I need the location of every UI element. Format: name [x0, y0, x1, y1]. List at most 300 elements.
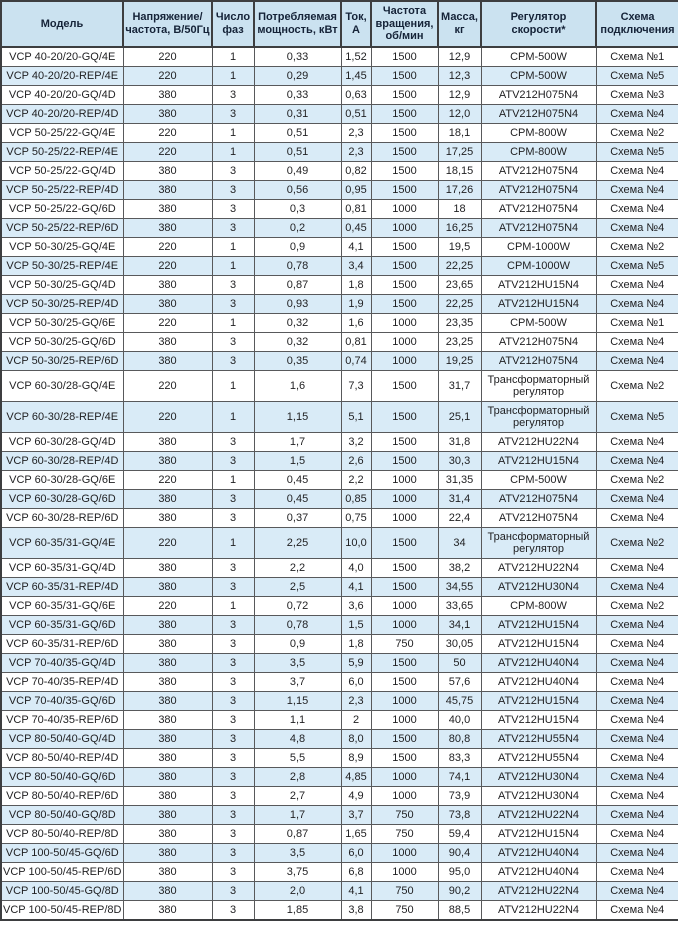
cell-power: 1,15 — [254, 691, 341, 710]
cell-phases: 3 — [212, 161, 254, 180]
cell-regulator: CPM-1000W — [481, 237, 596, 256]
cell-regulator: CPM-800W — [481, 123, 596, 142]
table-row — [1, 123, 678, 142]
table-row — [1, 275, 678, 294]
cell-current: 0,85 — [341, 489, 371, 508]
cell-power: 0,78 — [254, 256, 341, 275]
cell-voltage: 380 — [123, 218, 212, 237]
cell-regulator: ATV212HU30N4 — [481, 767, 596, 786]
cell-voltage: 220 — [123, 66, 212, 85]
cell-current: 0,81 — [341, 332, 371, 351]
cell-regulator: Трансформаторный регулятор — [481, 401, 596, 432]
cell-current: 4,1 — [341, 237, 371, 256]
cell-regulator: ATV212HU22N4 — [481, 805, 596, 824]
cell-regulator: ATV212H075N4 — [481, 489, 596, 508]
cell-rpm: 1000 — [371, 351, 438, 370]
cell-voltage: 220 — [123, 370, 212, 401]
cell-scheme: Схема №4 — [596, 653, 678, 672]
cell-rpm: 1000 — [371, 218, 438, 237]
cell-scheme: Схема №2 — [596, 370, 678, 401]
cell-current: 2,6 — [341, 451, 371, 470]
cell-power: 3,7 — [254, 672, 341, 691]
cell-power: 1,7 — [254, 805, 341, 824]
cell-current: 6,0 — [341, 843, 371, 862]
cell-current: 0,45 — [341, 218, 371, 237]
cell-mass: 22,25 — [438, 294, 481, 313]
cell-voltage: 220 — [123, 313, 212, 332]
cell-scheme: Схема №1 — [596, 47, 678, 67]
cell-power: 3,75 — [254, 862, 341, 881]
cell-model: VCP 70-40/35-GQ/6D — [1, 691, 123, 710]
table-row — [1, 786, 678, 805]
cell-current: 4,1 — [341, 881, 371, 900]
cell-mass: 22,4 — [438, 508, 481, 527]
cell-current: 3,8 — [341, 900, 371, 920]
cell-scheme: Схема №4 — [596, 729, 678, 748]
cell-phases: 3 — [212, 862, 254, 881]
cell-mass: 50 — [438, 653, 481, 672]
cell-current: 2,2 — [341, 470, 371, 489]
cell-current: 10,0 — [341, 527, 371, 558]
cell-rpm: 750 — [371, 900, 438, 920]
cell-regulator: ATV212HU55N4 — [481, 748, 596, 767]
table-header — [1, 1, 678, 47]
cell-power: 1,5 — [254, 451, 341, 470]
cell-model: VCP 50-25/22-REP/6D — [1, 218, 123, 237]
cell-rpm: 1500 — [371, 401, 438, 432]
cell-power: 0,33 — [254, 85, 341, 104]
table-row — [1, 332, 678, 351]
cell-scheme: Схема №4 — [596, 218, 678, 237]
cell-phases: 1 — [212, 527, 254, 558]
cell-mass: 30,05 — [438, 634, 481, 653]
cell-phases: 1 — [212, 47, 254, 67]
cell-mass: 34,1 — [438, 615, 481, 634]
cell-mass: 31,35 — [438, 470, 481, 489]
cell-mass: 57,6 — [438, 672, 481, 691]
table-row — [1, 672, 678, 691]
cell-current: 0,95 — [341, 180, 371, 199]
cell-current: 1,52 — [341, 47, 371, 67]
cell-regulator: CPM-500W — [481, 47, 596, 67]
cell-rpm: 1000 — [371, 710, 438, 729]
cell-regulator: ATV212HU22N4 — [481, 900, 596, 920]
cell-regulator: ATV212HU22N4 — [481, 558, 596, 577]
cell-mass: 73,9 — [438, 786, 481, 805]
cell-power: 0,31 — [254, 104, 341, 123]
cell-phases: 3 — [212, 180, 254, 199]
cell-regulator: ATV212HU55N4 — [481, 729, 596, 748]
cell-phases: 3 — [212, 710, 254, 729]
cell-model: VCP 50-30/25-GQ/4D — [1, 275, 123, 294]
cell-phases: 3 — [212, 691, 254, 710]
header-row — [1, 1, 678, 47]
cell-voltage: 380 — [123, 432, 212, 451]
table-row — [1, 401, 678, 432]
cell-scheme: Схема №5 — [596, 401, 678, 432]
cell-model: VCP 60-30/28-GQ/6D — [1, 489, 123, 508]
cell-voltage: 380 — [123, 180, 212, 199]
cell-regulator: ATV212H075N4 — [481, 199, 596, 218]
cell-power: 2,5 — [254, 577, 341, 596]
cell-voltage: 380 — [123, 881, 212, 900]
cell-power: 0,51 — [254, 123, 341, 142]
cell-power: 0,32 — [254, 313, 341, 332]
cell-regulator: CPM-500W — [481, 470, 596, 489]
cell-scheme: Схема №4 — [596, 332, 678, 351]
cell-power: 2,0 — [254, 881, 341, 900]
cell-model: VCP 40-20/20-GQ/4E — [1, 47, 123, 67]
cell-mass: 45,75 — [438, 691, 481, 710]
cell-scheme: Схема №4 — [596, 786, 678, 805]
cell-regulator: ATV212HU30N4 — [481, 577, 596, 596]
cell-mass: 12,9 — [438, 85, 481, 104]
cell-rpm: 1500 — [371, 123, 438, 142]
cell-phases: 1 — [212, 123, 254, 142]
cell-model: VCP 60-35/31-GQ/6D — [1, 615, 123, 634]
cell-model: VCP 70-40/35-REP/4D — [1, 672, 123, 691]
cell-scheme: Схема №5 — [596, 256, 678, 275]
cell-rpm: 1500 — [371, 85, 438, 104]
cell-scheme: Схема №4 — [596, 489, 678, 508]
cell-power: 4,8 — [254, 729, 341, 748]
cell-voltage: 380 — [123, 748, 212, 767]
cell-power: 1,1 — [254, 710, 341, 729]
table-row — [1, 142, 678, 161]
cell-phases: 1 — [212, 596, 254, 615]
table-row — [1, 508, 678, 527]
cell-model: VCP 70-40/35-REP/6D — [1, 710, 123, 729]
cell-voltage: 380 — [123, 824, 212, 843]
table-row — [1, 85, 678, 104]
cell-phases: 3 — [212, 748, 254, 767]
cell-regulator: ATV212H075N4 — [481, 104, 596, 123]
cell-model: VCP 60-30/28-GQ/4E — [1, 370, 123, 401]
cell-current: 1,8 — [341, 634, 371, 653]
cell-mass: 88,5 — [438, 900, 481, 920]
table-row — [1, 710, 678, 729]
cell-phases: 3 — [212, 104, 254, 123]
table-row — [1, 634, 678, 653]
cell-scheme: Схема №4 — [596, 104, 678, 123]
cell-current: 3,2 — [341, 432, 371, 451]
cell-model: VCP 60-35/31-REP/6D — [1, 634, 123, 653]
table-row — [1, 881, 678, 900]
cell-model: VCP 60-35/31-REP/4D — [1, 577, 123, 596]
table-row — [1, 805, 678, 824]
cell-voltage: 220 — [123, 123, 212, 142]
cell-rpm: 1500 — [371, 142, 438, 161]
table-row — [1, 470, 678, 489]
cell-model: VCP 60-35/31-GQ/4D — [1, 558, 123, 577]
cell-phases: 3 — [212, 653, 254, 672]
table-row — [1, 748, 678, 767]
cell-power: 0,87 — [254, 824, 341, 843]
cell-current: 0,75 — [341, 508, 371, 527]
cell-rpm: 1500 — [371, 275, 438, 294]
cell-current: 0,63 — [341, 85, 371, 104]
cell-rpm: 1000 — [371, 313, 438, 332]
cell-mass: 18 — [438, 199, 481, 218]
cell-mass: 19,25 — [438, 351, 481, 370]
cell-rpm: 1000 — [371, 862, 438, 881]
cell-regulator: ATV212HU40N4 — [481, 653, 596, 672]
cell-rpm: 1500 — [371, 451, 438, 470]
table-row — [1, 843, 678, 862]
cell-model: VCP 50-30/25-GQ/4E — [1, 237, 123, 256]
cell-power: 5,5 — [254, 748, 341, 767]
cell-regulator: ATV212HU22N4 — [481, 432, 596, 451]
cell-model: VCP 80-50/40-GQ/4D — [1, 729, 123, 748]
cell-voltage: 380 — [123, 332, 212, 351]
cell-scheme: Схема №4 — [596, 691, 678, 710]
cell-regulator: ATV212HU15N4 — [481, 824, 596, 843]
table-row — [1, 451, 678, 470]
cell-voltage: 380 — [123, 615, 212, 634]
cell-regulator: ATV212HU15N4 — [481, 275, 596, 294]
cell-rpm: 1000 — [371, 199, 438, 218]
cell-phases: 1 — [212, 256, 254, 275]
cell-mass: 38,2 — [438, 558, 481, 577]
cell-phases: 1 — [212, 401, 254, 432]
table-row — [1, 237, 678, 256]
cell-regulator: ATV212H075N4 — [481, 218, 596, 237]
cell-voltage: 380 — [123, 710, 212, 729]
cell-scheme: Схема №2 — [596, 123, 678, 142]
cell-rpm: 1500 — [371, 577, 438, 596]
cell-regulator: ATV212H075N4 — [481, 332, 596, 351]
cell-regulator: ATV212H075N4 — [481, 508, 596, 527]
cell-phases: 3 — [212, 900, 254, 920]
cell-current: 1,65 — [341, 824, 371, 843]
cell-regulator: ATV212HU15N4 — [481, 691, 596, 710]
cell-voltage: 380 — [123, 653, 212, 672]
cell-power: 2,25 — [254, 527, 341, 558]
cell-model: VCP 50-30/25-REP/4E — [1, 256, 123, 275]
cell-power: 0,93 — [254, 294, 341, 313]
cell-power: 0,49 — [254, 161, 341, 180]
cell-scheme: Схема №4 — [596, 451, 678, 470]
cell-current: 0,51 — [341, 104, 371, 123]
cell-current: 0,81 — [341, 199, 371, 218]
cell-phases: 3 — [212, 218, 254, 237]
cell-voltage: 380 — [123, 294, 212, 313]
table-row — [1, 199, 678, 218]
cell-phases: 3 — [212, 843, 254, 862]
cell-scheme: Схема №4 — [596, 432, 678, 451]
cell-phases: 3 — [212, 489, 254, 508]
cell-model: VCP 100-50/45-REP/8D — [1, 900, 123, 920]
table-row — [1, 596, 678, 615]
cell-phases: 3 — [212, 275, 254, 294]
cell-scheme: Схема №4 — [596, 508, 678, 527]
cell-voltage: 220 — [123, 237, 212, 256]
cell-power: 0,29 — [254, 66, 341, 85]
cell-power: 0,72 — [254, 596, 341, 615]
column-header-rpm: Частота вращения, об/мин — [371, 1, 438, 47]
cell-scheme: Схема №3 — [596, 85, 678, 104]
cell-model: VCP 60-30/28-GQ/6E — [1, 470, 123, 489]
cell-current: 4,0 — [341, 558, 371, 577]
cell-rpm: 750 — [371, 824, 438, 843]
cell-rpm: 1500 — [371, 558, 438, 577]
cell-power: 0,45 — [254, 489, 341, 508]
table-body — [1, 47, 678, 920]
column-header-voltage: Напряжение/ частота, В/50Гц — [123, 1, 212, 47]
cell-phases: 3 — [212, 786, 254, 805]
cell-phases: 3 — [212, 634, 254, 653]
cell-voltage: 380 — [123, 862, 212, 881]
table-row — [1, 558, 678, 577]
cell-phases: 1 — [212, 313, 254, 332]
cell-regulator: ATV212H075N4 — [481, 351, 596, 370]
cell-rpm: 1000 — [371, 332, 438, 351]
cell-mass: 31,8 — [438, 432, 481, 451]
cell-voltage: 380 — [123, 672, 212, 691]
table-row — [1, 691, 678, 710]
cell-rpm: 1500 — [371, 653, 438, 672]
cell-phases: 1 — [212, 66, 254, 85]
cell-regulator: Трансформаторный регулятор — [481, 527, 596, 558]
cell-mass: 95,0 — [438, 862, 481, 881]
cell-phases: 1 — [212, 370, 254, 401]
cell-phases: 3 — [212, 199, 254, 218]
cell-voltage: 380 — [123, 577, 212, 596]
cell-mass: 23,35 — [438, 313, 481, 332]
cell-current: 7,3 — [341, 370, 371, 401]
cell-regulator: ATV212HU40N4 — [481, 672, 596, 691]
cell-scheme: Схема №4 — [596, 824, 678, 843]
cell-current: 1,5 — [341, 615, 371, 634]
cell-rpm: 1500 — [371, 161, 438, 180]
cell-voltage: 380 — [123, 805, 212, 824]
cell-power: 2,8 — [254, 767, 341, 786]
cell-rpm: 1500 — [371, 729, 438, 748]
table-row — [1, 294, 678, 313]
cell-power: 2,7 — [254, 786, 341, 805]
cell-rpm: 1500 — [371, 256, 438, 275]
cell-scheme: Схема №4 — [596, 275, 678, 294]
cell-scheme: Схема №4 — [596, 161, 678, 180]
table-row — [1, 218, 678, 237]
cell-phases: 3 — [212, 729, 254, 748]
cell-regulator: CPM-500W — [481, 66, 596, 85]
cell-regulator: CPM-500W — [481, 313, 596, 332]
table-row — [1, 577, 678, 596]
cell-power: 1,6 — [254, 370, 341, 401]
cell-voltage: 380 — [123, 489, 212, 508]
cell-mass: 23,65 — [438, 275, 481, 294]
cell-mass: 31,4 — [438, 489, 481, 508]
cell-model: VCP 50-25/22-GQ/6D — [1, 199, 123, 218]
cell-voltage: 380 — [123, 843, 212, 862]
cell-phases: 3 — [212, 672, 254, 691]
cell-power: 0,56 — [254, 180, 341, 199]
cell-regulator: ATV212HU22N4 — [481, 881, 596, 900]
cell-regulator: ATV212HU15N4 — [481, 451, 596, 470]
cell-voltage: 380 — [123, 729, 212, 748]
cell-voltage: 380 — [123, 199, 212, 218]
cell-rpm: 1000 — [371, 767, 438, 786]
cell-rpm: 1500 — [371, 432, 438, 451]
cell-model: VCP 60-30/28-REP/4E — [1, 401, 123, 432]
cell-phases: 3 — [212, 577, 254, 596]
cell-mass: 33,65 — [438, 596, 481, 615]
cell-model: VCP 80-50/40-REP/8D — [1, 824, 123, 843]
cell-model: VCP 40-20/20-REP/4D — [1, 104, 123, 123]
cell-rpm: 1000 — [371, 615, 438, 634]
cell-power: 0,87 — [254, 275, 341, 294]
cell-phases: 3 — [212, 767, 254, 786]
cell-current: 4,9 — [341, 786, 371, 805]
cell-scheme: Схема №4 — [596, 862, 678, 881]
cell-scheme: Схема №4 — [596, 710, 678, 729]
cell-current: 0,74 — [341, 351, 371, 370]
table-row — [1, 824, 678, 843]
cell-scheme: Схема №1 — [596, 313, 678, 332]
cell-power: 0,9 — [254, 237, 341, 256]
cell-current: 3,6 — [341, 596, 371, 615]
cell-power: 0,32 — [254, 332, 341, 351]
column-header-regulator: Регулятор скорости* — [481, 1, 596, 47]
cell-scheme: Схема №4 — [596, 767, 678, 786]
cell-scheme: Схема №2 — [596, 596, 678, 615]
table-row — [1, 351, 678, 370]
cell-rpm: 1500 — [371, 748, 438, 767]
cell-scheme: Схема №4 — [596, 843, 678, 862]
cell-scheme: Схема №4 — [596, 180, 678, 199]
cell-mass: 80,8 — [438, 729, 481, 748]
cell-model: VCP 80-50/40-GQ/6D — [1, 767, 123, 786]
cell-current: 3,4 — [341, 256, 371, 275]
cell-mass: 30,3 — [438, 451, 481, 470]
column-header-current: Ток, А — [341, 1, 371, 47]
cell-phases: 3 — [212, 451, 254, 470]
cell-phases: 1 — [212, 142, 254, 161]
cell-rpm: 1000 — [371, 489, 438, 508]
cell-voltage: 220 — [123, 470, 212, 489]
cell-model: VCP 50-30/25-REP/4D — [1, 294, 123, 313]
table-row — [1, 161, 678, 180]
cell-phases: 3 — [212, 85, 254, 104]
cell-voltage: 220 — [123, 47, 212, 67]
cell-regulator: ATV212HU30N4 — [481, 786, 596, 805]
cell-model: VCP 80-50/40-GQ/8D — [1, 805, 123, 824]
cell-current: 8,0 — [341, 729, 371, 748]
cell-current: 2,3 — [341, 142, 371, 161]
cell-mass: 17,25 — [438, 142, 481, 161]
cell-rpm: 1000 — [371, 596, 438, 615]
table-row — [1, 489, 678, 508]
cell-scheme: Схема №4 — [596, 805, 678, 824]
cell-current: 6,8 — [341, 862, 371, 881]
cell-model: VCP 100-50/45-GQ/8D — [1, 881, 123, 900]
cell-model: VCP 60-35/31-GQ/4E — [1, 527, 123, 558]
cell-current: 1,6 — [341, 313, 371, 332]
cell-power: 0,2 — [254, 218, 341, 237]
cell-power: 0,3 — [254, 199, 341, 218]
cell-phases: 3 — [212, 615, 254, 634]
cell-mass: 23,25 — [438, 332, 481, 351]
cell-current: 5,9 — [341, 653, 371, 672]
cell-power: 1,7 — [254, 432, 341, 451]
cell-phases: 3 — [212, 881, 254, 900]
table-row — [1, 862, 678, 881]
cell-mass: 16,25 — [438, 218, 481, 237]
cell-phases: 3 — [212, 294, 254, 313]
table-row — [1, 104, 678, 123]
cell-current: 1,8 — [341, 275, 371, 294]
